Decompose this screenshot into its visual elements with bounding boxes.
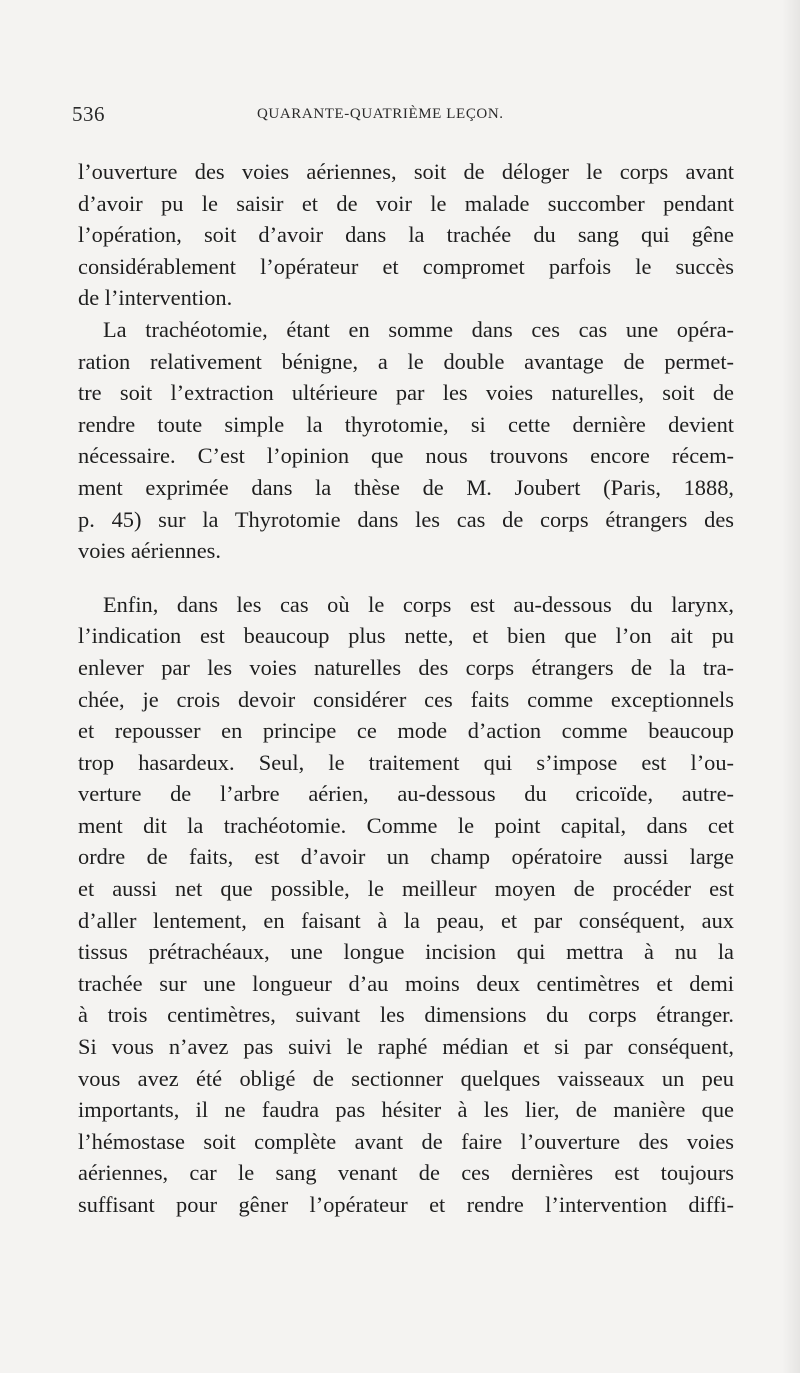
text-line: tissus prétrachéaux, une longue incision qui mettra à nu la: [78, 939, 734, 965]
page-edge-shadow: [782, 0, 800, 1373]
paragraph-3: [78, 589, 734, 1221]
text-line: à trois centimètres, suivant les dimensions du corps étranger.: [78, 1002, 734, 1028]
text-line: enlever par les voies naturelles des corps étrangers de la tra-: [78, 654, 734, 680]
paragraph-spacer: [78, 567, 734, 589]
text-line: l’opération, soit d’avoir dans la trachée du sang qui gêne: [78, 222, 734, 248]
text-line: rendre toute simple la thyrotomie, si cette dernière devient: [78, 411, 734, 437]
text-line: considérablement l’opérateur et compromet parfois le succès: [78, 253, 734, 279]
text-line: et aussi net que possible, le meilleur moyen de procéder est: [78, 876, 734, 902]
text-line: chée, je crois devoir considérer ces faits comme exceptionnels: [78, 686, 734, 712]
text-line: voies aériennes.: [78, 538, 221, 564]
text-line: l’hémostase soit complète avant de faire l’ouverture des voies: [78, 1128, 734, 1154]
page-header: [72, 100, 732, 130]
text-line: et repousser en principe ce mode d’action comme beaucoup: [78, 718, 734, 744]
paragraph-1: [78, 156, 734, 314]
paragraph-2: [78, 314, 734, 567]
text-line: La trachéotomie, étant en somme dans ces cas une opéra-: [103, 316, 734, 342]
text-line: d’aller lentement, en faisant à la peau, et par conséquent, aux: [78, 907, 734, 933]
text-line: ment dit la trachéotomie. Comme le point capital, dans cet: [78, 812, 734, 838]
text-line: verture de l’arbre aérien, au-dessous du cricoïde, autre-: [78, 781, 734, 807]
text-line: d’avoir pu le saisir et de voir le malade succomber pendant: [78, 190, 734, 216]
text-line: ordre de faits, est d’avoir un champ opératoire aussi large: [78, 844, 734, 870]
text-line: importants, il ne faudra pas hésiter à les lier, de manière que: [78, 1097, 734, 1123]
text-line: aériennes, car le sang venant de ces dernières est toujours: [78, 1160, 734, 1186]
text-line: de l’intervention.: [78, 285, 233, 311]
text-line: vous avez été obligé de sectionner quelques vaisseaux un peu: [78, 1065, 734, 1091]
text-line: tre soit l’extraction ultérieure par les voies naturelles, soit de: [78, 380, 734, 406]
text-line: Enfin, dans les cas où le corps est au-dessous du larynx,: [103, 591, 734, 617]
text-line: trachée sur une longueur d’au moins deux centimètres et demi: [78, 970, 734, 996]
text-line: Si vous n’avez pas suivi le raphé médian et si par conséquent,: [78, 1034, 734, 1060]
text-line: p. 45) sur la Thyrotomie dans les cas de corps étrangers des: [78, 506, 734, 532]
text-line: ration relativement bénigne, a le double avantage de permet-: [78, 348, 734, 374]
page-number: 536: [72, 102, 105, 126]
running-head: QUARANTE-QUATRIÈME LEÇON.: [257, 106, 504, 122]
text-line: l’ouverture des voies aériennes, soit de déloger le corps avant: [78, 159, 734, 184]
text-line: nécessaire. C’est l’opinion que nous trouvons encore récem-: [78, 443, 734, 469]
text-line: ment exprimée dans la thèse de M. Joubert (Paris, 1888,: [78, 474, 734, 500]
text-line: l’indication est beaucoup plus nette, et bien que l’on ait pu: [78, 623, 734, 649]
text-line: suffisant pour gêner l’opérateur et rendre l’intervention diffi-: [78, 1192, 734, 1217]
body-text: [78, 156, 734, 1221]
text-line: trop hasardeux. Seul, le traitement qui s’impose est l’ou-: [78, 749, 734, 775]
